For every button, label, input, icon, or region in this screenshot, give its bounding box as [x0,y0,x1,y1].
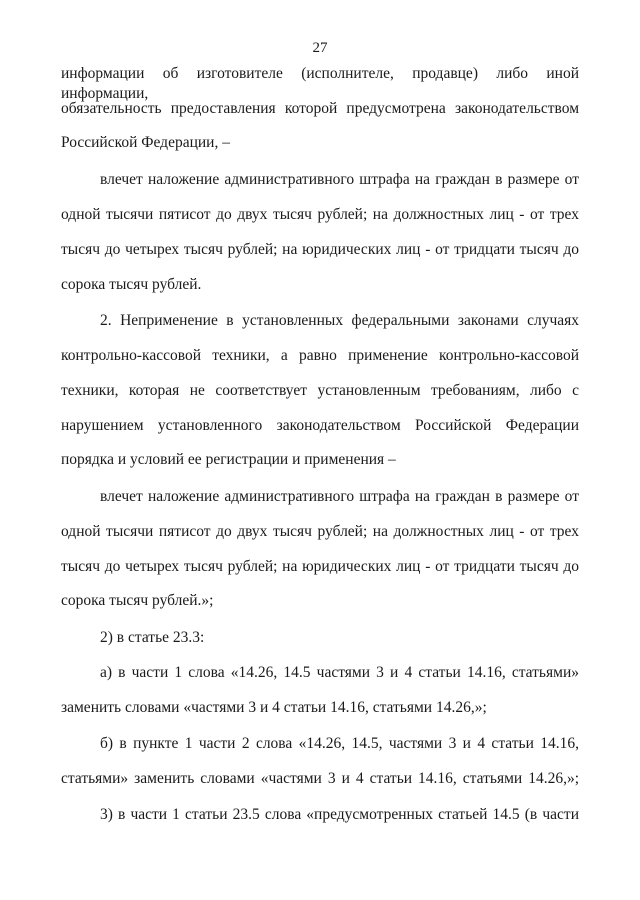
text-line: влечет наложение административного штрафа на граждан в размере от [100,488,579,505]
text-line: контрольно-кассовой техники, а равно применение контрольно-кассовой [61,347,579,364]
text-line: заменить словами «частями 3 и 4 статьи 14.16, статьями 14.26,»; [61,699,487,716]
text-line: одной тысячи пятисот до двух тысяч рублей; на должностных лиц - от трех [61,206,579,223]
text-line: обязательность предоставления которой предусмотрена законодательством [61,100,579,117]
text-line: а) в части 1 слова «14.26, 14.5 частями 3 и 4 статьи 14.16, статьями» [100,664,579,681]
text-line: 2. Неприменение в установленных федеральными законами случаях [100,312,579,329]
page-number: 27 [312,40,328,56]
text-line: Российской Федерации, – [61,134,230,151]
text-line: нарушением установленного законодательством Российской Федерации [61,417,579,434]
text-line: 2) в статье 23.3: [100,629,205,646]
text-line: влечет наложение административного штрафа на граждан в размере от [100,171,579,188]
text-line: одной тысячи пятисот до двух тысяч рублей; на должностных лиц - от трех [61,523,579,540]
text-line: информации об изготовителе (исполнителе, продавце) либо иной информации, [61,65,579,102]
text-line: тысяч до четырех тысяч рублей; на юридических лиц - от тридцати тысяч до [61,558,579,575]
text-line: сорока тысяч рублей.»; [61,592,214,609]
text-line: 3) в части 1 статьи 23.5 слова «предусмотренных статьей 14.5 (в части [100,806,579,823]
text-line: статьями» заменить словами «частями 3 и 4 статьи 14.16, статьями 14.26,»; [61,770,579,787]
text-line: тысяч до четырех тысяч рублей; на юридических лиц - от тридцати тысяч до [61,241,579,258]
text-line: порядка и условий ее регистрации и применения – [61,451,396,468]
text-line: сорока тысяч рублей. [61,276,202,293]
text-line: б) в пункте 1 части 2 слова «14.26, 14.5, частями 3 и 4 статьи 14.16, [100,735,579,752]
text-line: техники, которая не соответствует установленным требованиям, либо с [61,382,579,399]
